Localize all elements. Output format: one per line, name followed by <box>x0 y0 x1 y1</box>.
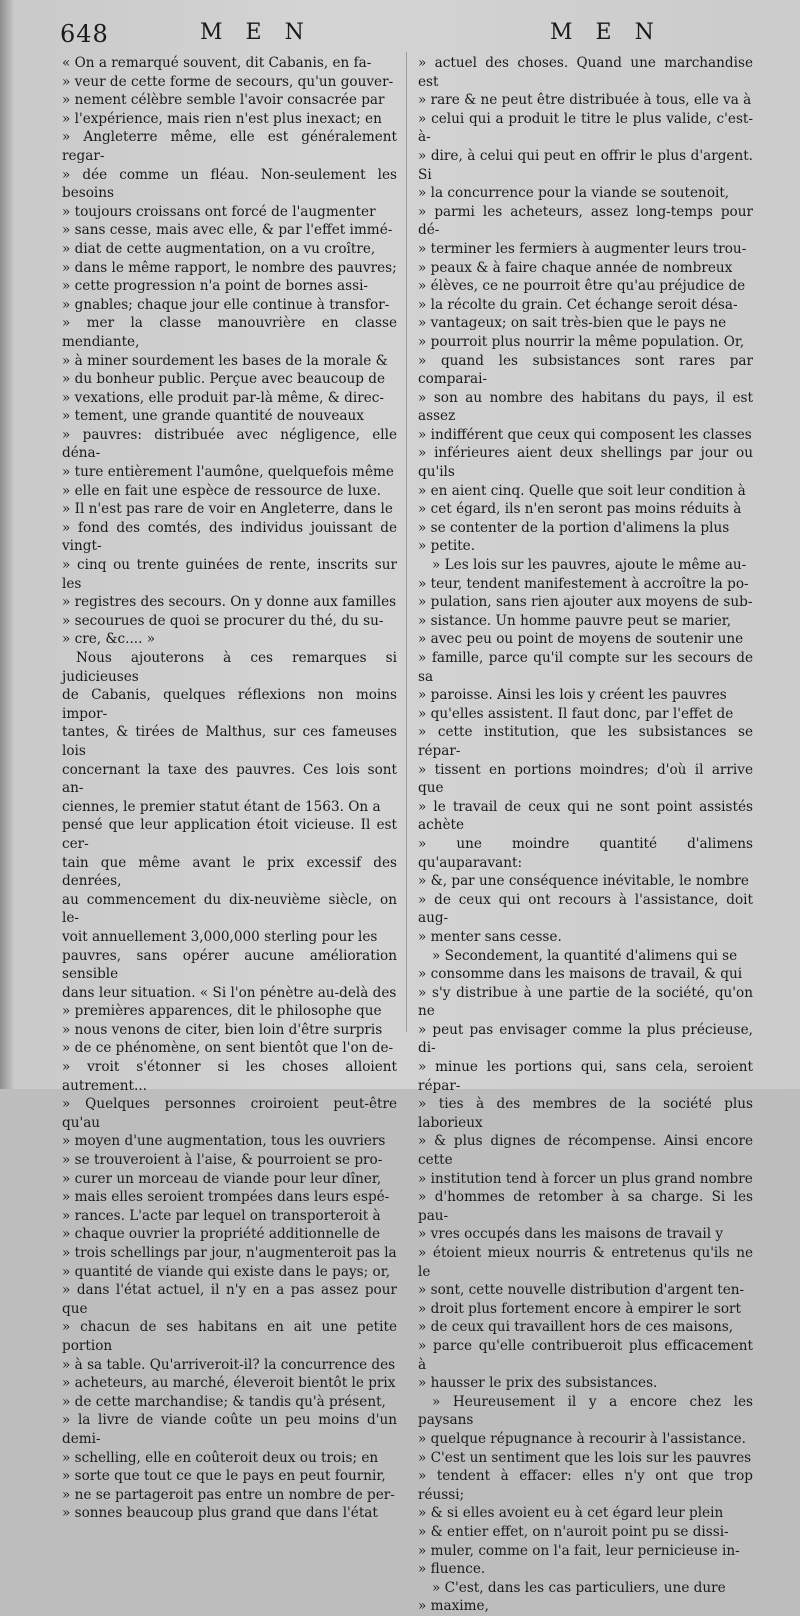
paragraph: » Les lois sur les pauvres, ajoute le même au- » teur, tendent manifestement à accroître la po- » pulation, sans rien ajouter aux moyens de sub- » sistance. Un homme pauvre peut se marier, » avec peu ou point de moyens de soutenir une » famille, parce qu'il compte sur les secours de sa » paroisse. Ainsi les lois y créent les pauvres » qu'elles assistent. Il faut donc, par l'effet de » cette institution, que les subsistances se répar- » tissent en portions moindres; d'où il arrive que » le travail de ceux qui ne sont point assistés achète » une moindre quantité d'alimens qu'auparavant: » &, par une conséquence inévitable, le nombre » de ceux qui ont recours à l'assistance, doit aug- » menter sans cesse. <box>418 557 753 945</box>
page-header <box>60 18 760 52</box>
running-head-right: M E N <box>550 20 662 45</box>
paragraph: » C'est, dans les cas particuliers, une dure » maxime, <box>418 1579 726 1615</box>
page-edge-shadow <box>0 0 14 1089</box>
paragraph: » actuel des choses. Quand une marchandise est » rare & ne peut être distribuée à tous, elle va à » celui qui a produit le titre le plus valide, c'est-à- » dire, à celui qui peut en offrir le plus d'argent. Si » la concurrence pour la viande se soutenoit, » parmi les acheteurs, assez long-temps pour dé- » terminer les fermiers à augmenter leurs trou- » peaux & à faire chaque année de nombreux » élèves, ce ne pourroit être qu'au préjudice de » la récolte du grain. Cet échange seroit désa- » vantageux; on sait très-bien que le pays ne » pourroit plus nourrir la même population. Or, » quand les subsistances sont rares par comparai- » son au nombre des habitans du pays, il est assez » indifférent que ceux qui composent les classes » inférieures aient deux shellings par jour ou qu'ils » en aient cinq. Quelle que soit leur condition à » cet égard, ils n'en seront pas moins réduits à » se contenter de la portion d'alimens la plus » petite. <box>418 55 753 555</box>
page-number: 648 <box>60 20 109 48</box>
running-head-left: M E N <box>200 20 312 45</box>
right-column <box>418 54 753 1616</box>
paragraph: « On a remarqué souvent, dit Cabanis, en fa- » veur de cette forme de secours, qu'un gouver- » nement célèbre semble l'avoir consacrée par » l'expérience, mais rien n'est plus inexact; en » Angleterre même, elle est généralement regar- » dée comme un fléau. Non-seulement les besoins » toujours croissans ont forcé de l'augmenter » sans cesse, mais avec elle, & par l'effet immé- » diat de cette augmentation, on a vu croître, » dans le même rapport, le nombre des pauvres; » cette progression n'a point de bornes assi- » gnables; chaque jour elle continue à transfor- » mer la classe manouvrière en classe mendiante, » à miner sourdement les bases de la morale & » du bonheur public. Perçue avec beaucoup de » vexations, elle produit par-là même, & direc- » tement, une grande quantité de nouveaux » pauvres: distribuée avec négligence, elle déna- » ture entièrement l'aumône, quelquefois même » elle en fait une espèce de ressource de luxe. » Il n'est pas rare de voir en Angleterre, dans le » fond des comtés, des individus jouissant de vingt- » cinq ou trente guinées de rente, inscrits sur les » registres des secours. On y donne aux familles » secourues de quoi se procurer du thé, du su- » cre, &c.... » <box>62 55 397 648</box>
column-divider <box>406 52 407 1032</box>
paragraph: Nous ajouterons à ces remarques si judicieuses de Cabanis, quelques réflexions non moins impor- tantes, & tirées de Malthus, sur ces fameuses lois concernant la taxe des pauvres. Ces lois sont an- ciennes, le premier statut étant de 1563. On a pensé que leur application étoit vicieuse. Il est cer- tain que même avant le prix excessif des denrées, au commencement du dix-neuvième siècle, on le- voit annuellement 3,000,000 sterling pour les pauvres, sans opérer aucune amélioration sensible dans leur situation. « Si l'on pénètre au-delà des » premières apparences, dit le philosophe que » nous venons de citer, bien loin d'être surpris » de ce phénomène, on sent bientôt que l'on de- » vroit s'étonner si les choses alloient autrement... » Quelques personnes croiroient peut-être qu'au » moyen d'une augmentation, tous les ouvriers » se trouveroient à l'aise, & pourroient se pro- » curer un morceau de viande pour leur dîner, » mais elles seroient trompées dans leurs espé- » rances. L'acte par lequel on transporteroit à » chaque ouvrier la propriété additionnelle de » trois schellings par jour, n'augmenteroit pas la » quantité de viande qui existe dans le pays; or, » dans l'état actuel, il n'y en a pas assez pour que » chacun de ses habitans en ait une petite portion » à sa table. Qu'arriveroit-il? la concurrence des » acheteurs, au marché, éleveroit bientôt le prix » de cette marchandise; & tandis qu'à présent, » la livre de viande coûte un peu moins d'un demi- » schelling, elle en coûteroit deux ou trois; en » sorte que tout ce que le pays en peut fournir, » ne se partageroit pas entre un nombre de per- » sonnes beaucoup plus grand que dans l'état <box>62 650 397 1522</box>
left-column <box>62 54 397 1523</box>
paragraph: » Heureusement il y a encore chez les paysans » quelque répugnance à recourir à l'assistance. » C'est un sentiment que les lois sur les pauvres » tendent à effacer: elles n'y ont que trop réussi; » & si elles avoient eu à cet égard leur plein » & entier effet, on n'auroit point pu se dissi- » muler, comme on l'a fait, leur pernicieuse in- » fluence. <box>418 1393 753 1578</box>
paragraph: » Secondement, la quantité d'alimens qui se » consomme dans les maisons de travail, & qui » s'y distribue à une partie de la société, qu'on ne » peut pas envisager comme la plus précieuse, di- » minue les portions qui, sans cela, seroient répar- » ties à des membres de la société plus laborieux » & plus dignes de récompense. Ainsi encore cette » institution tend à forcer un plus grand nombre » d'hommes de retomber à sa charge. Si les pau- » vres occupés dans les maisons de travail y » étoient mieux nourris & entretenus qu'ils ne le » sont, cette nouvelle distribution d'argent ten- » droit plus fortement encore à empirer le sort » de ceux qui travaillent hors de ces maisons, » parce qu'elle contribueroit plus efficacement à » hausser le prix des subsistances. <box>418 947 753 1392</box>
